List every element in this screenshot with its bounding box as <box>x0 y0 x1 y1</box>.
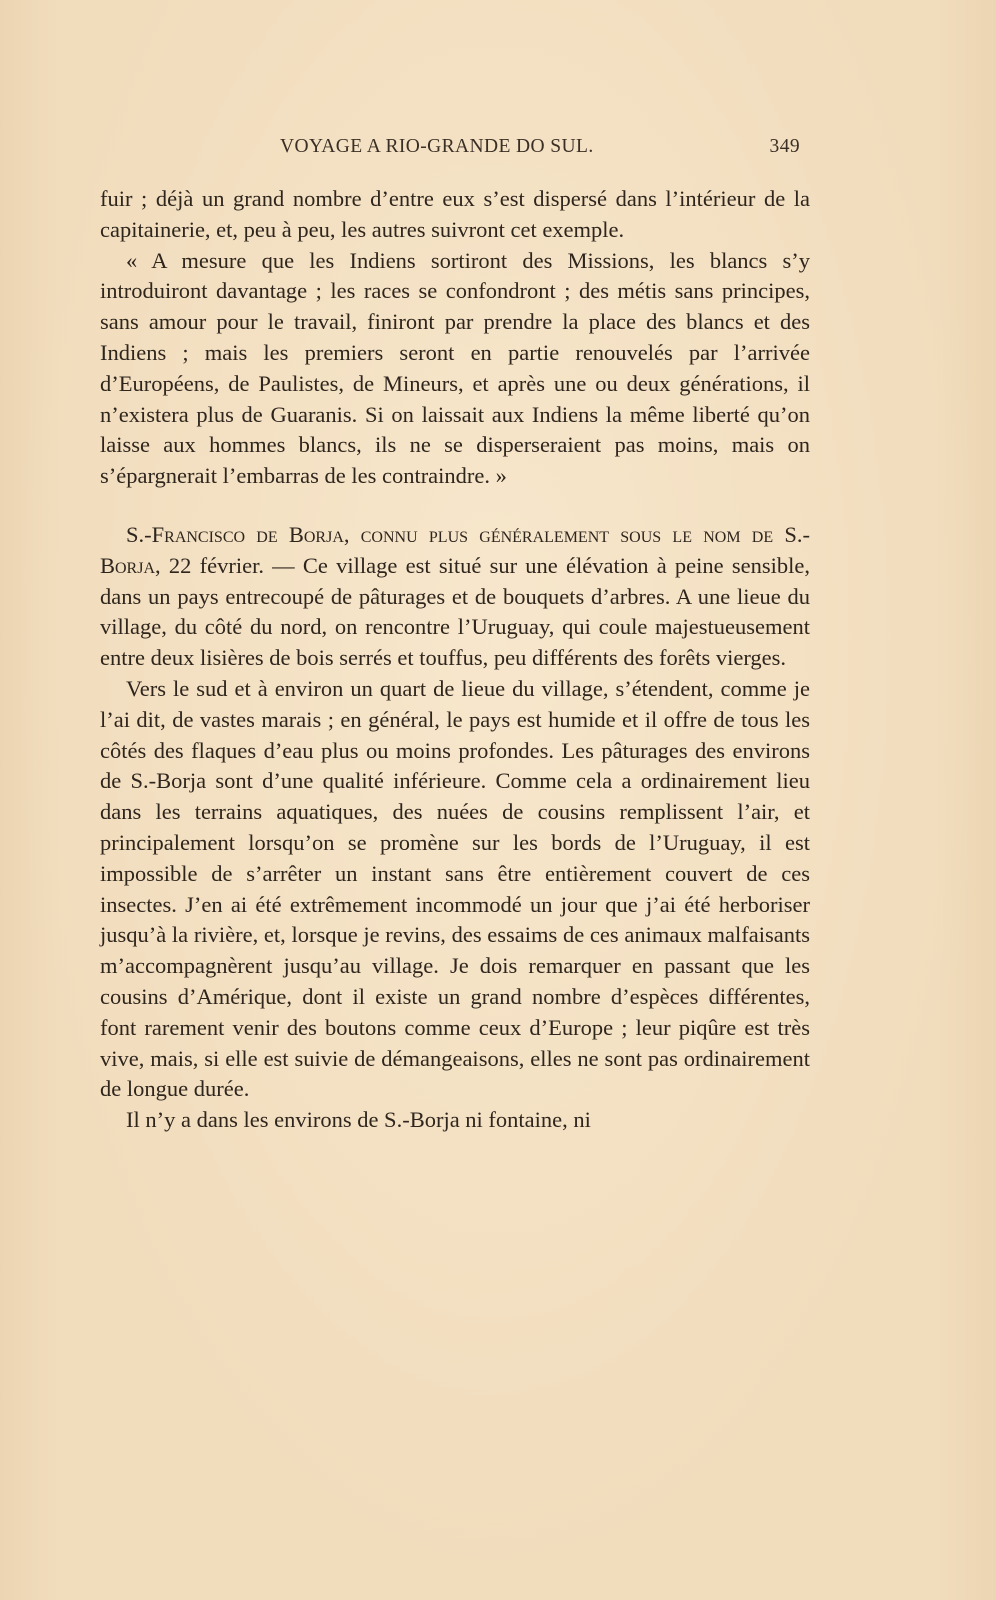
running-head <box>100 130 810 166</box>
paragraph-section-entry <box>100 520 810 674</box>
paragraph-last: Il n’y a dans les environs de S.-Borja ni fontaine, ni <box>126 1107 591 1133</box>
page-number: 349 <box>769 136 800 157</box>
paragraph-continuation: fuir ; déjà un grand nombre d’entre eux s’est dispersé dans l’intérieur de la capitainerie, et, peu à peu, les autres suivront cet exemple. <box>100 186 810 242</box>
section-heading: S.-Francisco de Borja, connu plus généralement sous le nom de S.-Borja, <box>100 521 810 578</box>
book-page <box>100 130 810 1136</box>
entry-text: Ce village est situé sur une élévation à peine sensible, dans un pays entrecoupé de pâturages et de bouquets d’arbres. A une lieue du village, du côté du nord, on rencontre l’Uruguay, qui coule majestueusement entre deux lisières de bois serrés et touffus, peu différents des forêts vierges. <box>100 552 811 671</box>
body-text <box>100 184 810 1136</box>
entry-date: 22 février. — <box>160 552 303 578</box>
running-title: VOYAGE A RIO-GRANDE DO SUL. <box>280 136 594 157</box>
paragraph: Vers le sud et à environ un quart de lieue du village, s’étendent, comme je l’ai dit, de vastes marais ; en général, le pays est humide et il offre de tous les côtés des flaques d’eau plus ou moins profondes. Les pâturages des environs de S.-Borja sont d’une qualité inférieure. Comme cela a ordinairement lieu dans les terrains aquatiques, des nuées de cousins remplissent l’air, et principalement lorsqu’on se promène sur les bords de l’Uruguay, il est impossible de s’arrêter un instant sans être entièrement couvert de ces insectes. J’en ai été extrêmement incommodé un jour que j’ai été herboriser jusqu’à la rivière, et, lorsque je revins, des essaims de ces animaux malfaisants m’accompagnèrent jusqu’au village. Je dois remarquer en passant que les cousins d’Amérique, dont il existe un grand nombre d’espèces différentes, font rarement venir des boutons comme ceux d’Europe ; leur piqûre est très vive, mais, si elle est suivie de démangeaisons, elles ne sont pas ordinairement de longue durée. <box>100 675 810 1102</box>
paragraph-quote: « A mesure que les Indiens sortiront des Missions, les blancs s’y introduiront davantage ; les races se confondront ; des métis sans principes, sans amour pour le travail, finiront par prendre la place des blancs et des Indiens ; mais les premiers seront en partie renouvelés par l’arrivée d’Européens, de Paulistes, de Mineurs, et après une ou deux générations, il n’existera plus de Guaranis. Si on laissait aux Indiens la même liberté qu’on laisse aux hommes blancs, ils ne se disperseraient pas moins, mais on s’épargnerait l’embarras de les contraindre. » <box>100 247 810 489</box>
